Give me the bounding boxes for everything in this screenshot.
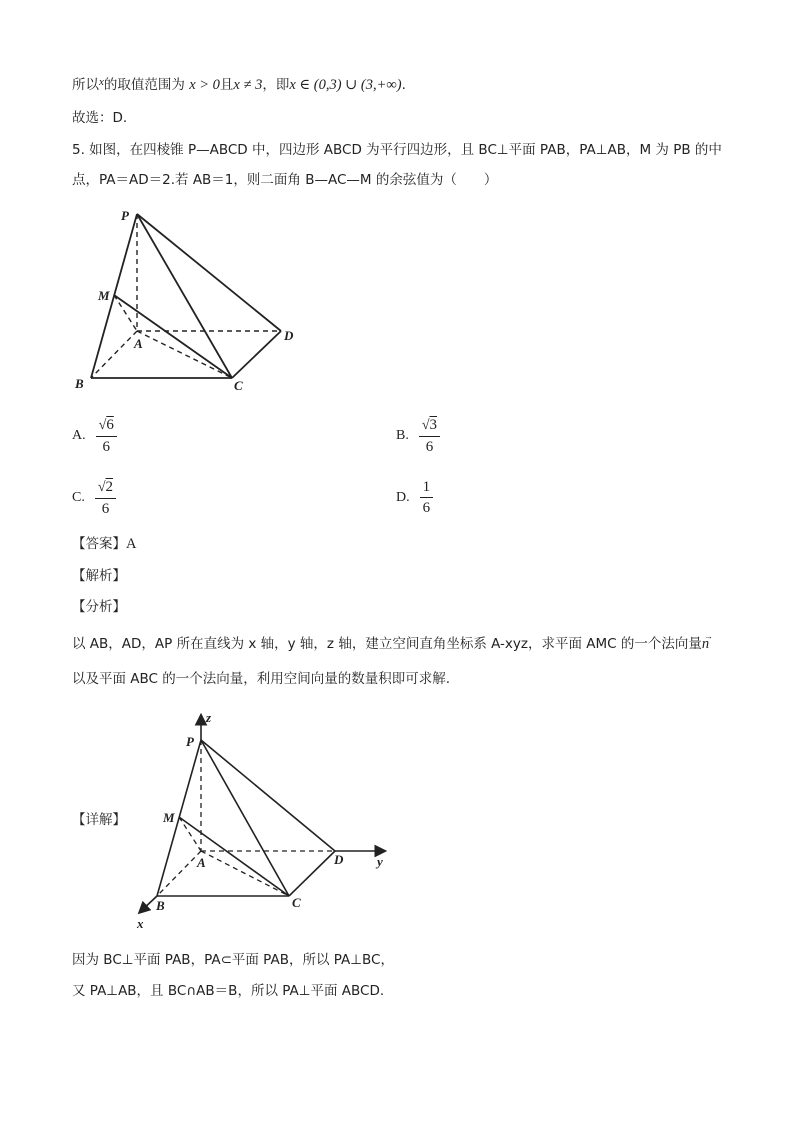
prev-range-line: 所以$^x$的取值范围为 x > 0且x ≠ 3，即x ∈ (0,3) ∪ (3,+∞). (72, 76, 406, 93)
cond-x-ne-3: x ≠ 3 (233, 77, 263, 93)
label-B: B (75, 376, 84, 391)
label-C: C (234, 378, 243, 393)
answer-label: 【答案】 (72, 536, 126, 552)
solution-set: x ∈ (0,3) ∪ (3,+∞) (289, 77, 402, 93)
fenxi-line-2: 以及平面 ABC 的一个法向量，利用空间向量的数量积即可求解. (72, 671, 451, 687)
answer-value: A (126, 536, 137, 552)
axis-label-x: x (137, 916, 144, 931)
prev-choice-line: 故选：D. (72, 110, 128, 126)
fenxi-line-1: 以 AB，AD，AP 所在直线为 x 轴，y 轴，z 轴，建立空间直角坐标系 A-xyz，求平面 AMC 的一个法向量 → n (72, 631, 713, 652)
label-A2: A (197, 855, 206, 870)
choice-d[interactable]: D. $\frac{1}{6}$ (396, 478, 433, 517)
label-B2: B (156, 898, 165, 913)
label-A: A (134, 336, 143, 351)
choice-b[interactable]: B. $\frac{√3}{6}$ (396, 416, 440, 456)
question-line-2: 点，PA＝AD＝2.若 AB＝1，则二面角 B—AC—M 的余弦值为（ ） (72, 172, 498, 188)
cond-x-gt-0: x > 0 (189, 77, 220, 93)
coordinate-figure (130, 708, 395, 933)
proof-line-1: 因为 BC⊥平面 PAB，PA⊂平面 PAB，所以 PA⊥BC， (72, 952, 394, 968)
choice-a[interactable]: A. $\frac{√6}{6}$ (72, 416, 117, 456)
answer-line (72, 534, 136, 554)
label-D2: D (334, 852, 344, 867)
fenxi-label: 【分析】 (72, 599, 126, 615)
label-D: D (284, 328, 294, 343)
detail-label: 【详解】 (72, 812, 126, 828)
label-C2: C (292, 895, 301, 910)
proof-line-2: 又 PA⊥AB，且 BC∩AB＝B，所以 PA⊥平面 ABCD. (72, 983, 385, 999)
label-P2: P (186, 734, 194, 749)
label-M2: M (163, 810, 175, 825)
axis-label-y: y (377, 854, 383, 869)
label-P: P (121, 208, 129, 223)
question-line-1: 5. 如图，在四棱锥 P—ABCD 中，四边形 ABCD 为平行四边形，且 BC⊥平面 PAB，PA⊥AB，M 为 PB 的中 (72, 142, 722, 158)
label-M: M (98, 288, 110, 303)
choice-c[interactable]: C. $\frac{√2}{6}$ (72, 478, 116, 518)
normal-vector-n: → n (701, 631, 713, 652)
analysis-label: 【解析】 (72, 568, 126, 584)
pyramid-figure (70, 204, 310, 396)
axis-label-z: z (206, 710, 212, 725)
